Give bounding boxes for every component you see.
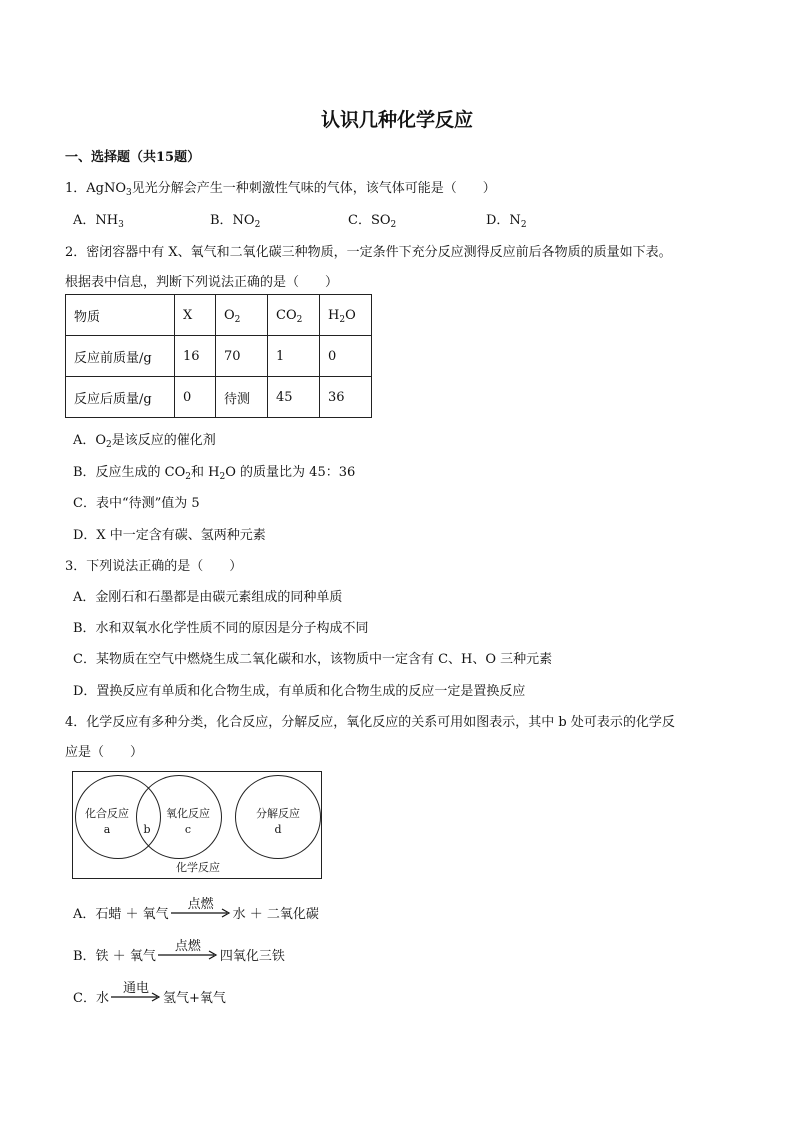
venn-label-chemical-reaction: 化学反应	[176, 861, 220, 874]
table-cell: 反应前质量/g	[66, 336, 175, 377]
q1-option-a[interactable]: A．$NH_3$	[73, 213, 124, 230]
table-header-cell: $H_2O$	[320, 295, 372, 336]
q2-stem-line2: 根据表中信息，判断下列说法正确的是（ ）	[65, 275, 339, 290]
table-cell: 反应后质量/g	[66, 377, 175, 418]
table-row	[66, 336, 372, 377]
venn-letter-c: c	[184, 823, 192, 836]
table-cell: 0	[175, 377, 216, 418]
q4-stem-line2: 应是（ ）	[65, 745, 144, 760]
table-cell: 1	[268, 336, 320, 377]
venn-letter-d: d	[274, 823, 282, 836]
q2-stem-line1: 2．密闭容器中有 X、氧气和二氧化碳三种物质，一定条件下充分反应测得反应前后各物质的质量如下表。	[65, 245, 672, 260]
reaction-arrow: 点燃	[169, 907, 233, 922]
table-cell: 16	[175, 336, 216, 377]
venn-letter-a: a	[103, 823, 111, 836]
table-header-cell: $O_2$	[216, 295, 268, 336]
section-heading: 一、选择题（共15题）	[65, 150, 201, 165]
venn-label-oxidation: 氧化反应	[166, 807, 210, 820]
venn-diagram	[72, 771, 322, 879]
table-cell: 45	[268, 377, 320, 418]
q2-option-c[interactable]: C．表中“待测”值为 5	[73, 496, 200, 511]
q2-option-b[interactable]: B．反应生成的 $CO_2$和 $H_2O$ 的质量比为 45：36	[73, 465, 356, 482]
q4-option-c[interactable]: C．水 通电 氢气+氧气	[73, 981, 226, 1006]
table-header-cell: $CO_2$	[268, 295, 320, 336]
q1-option-d[interactable]: D．$N_2$	[486, 213, 527, 230]
table-header-cell: X	[175, 295, 216, 336]
venn-letter-b: b	[143, 823, 151, 836]
q4-stem-line1: 4．化学反应有多种分类，化合反应，分解反应，氧化反应的关系可用如图表示，其中 b 处可表示的化学反	[65, 715, 675, 730]
page-title: 认识几种化学反应	[320, 109, 473, 131]
table-cell: 待测	[216, 377, 268, 418]
table-cell: 36	[320, 377, 372, 418]
table-cell: 70	[216, 336, 268, 377]
q1-option-b[interactable]: B．$NO_2$	[210, 213, 261, 230]
q1-option-c[interactable]: C．$SO_2$	[348, 213, 397, 230]
q3-stem: 3．下列说法正确的是（ ）	[65, 559, 243, 574]
q3-option-a[interactable]: A．金刚石和石墨都是由碳元素组成的同种单质	[73, 590, 343, 605]
q4-option-b[interactable]: B．铁 ＋ 氧气 点燃 四氧化三铁	[73, 939, 285, 964]
mass-table	[65, 294, 372, 418]
venn-label-decomposition: 分解反应	[256, 807, 300, 820]
table-header-cell: 物质	[66, 295, 175, 336]
table-row	[66, 377, 372, 418]
venn-label-combination: 化合反应	[85, 807, 129, 820]
q1-stem: 1．AgNO$_3$见光分解会产生一种刺激性气味的气体，该气体可能是（ ）	[65, 181, 496, 198]
table-header-row	[66, 295, 372, 336]
q2-option-d[interactable]: D．X 中一定含有碳、氢两种元素	[73, 528, 266, 543]
q3-option-b[interactable]: B．水和双氧水化学性质不同的原因是分子构成不同	[73, 621, 369, 636]
q3-option-c[interactable]: C．某物质在空气中燃烧生成二氧化碳和水，该物质中一定含有 C、H、O 三种元素	[73, 652, 553, 667]
q2-option-a[interactable]: A．$O_2$是该反应的催化剂	[73, 433, 216, 450]
table-cell: 0	[320, 336, 372, 377]
q4-option-a[interactable]: A．石蜡 ＋ 氧气 点燃 水 ＋ 二氧化碳	[73, 897, 319, 922]
reaction-arrow: 通电	[109, 991, 163, 1006]
reaction-arrow: 点燃	[156, 949, 220, 964]
q3-option-d[interactable]: D．置换反应有单质和化合物生成，有单质和化合物生成的反应一定是置换反应	[73, 684, 526, 699]
